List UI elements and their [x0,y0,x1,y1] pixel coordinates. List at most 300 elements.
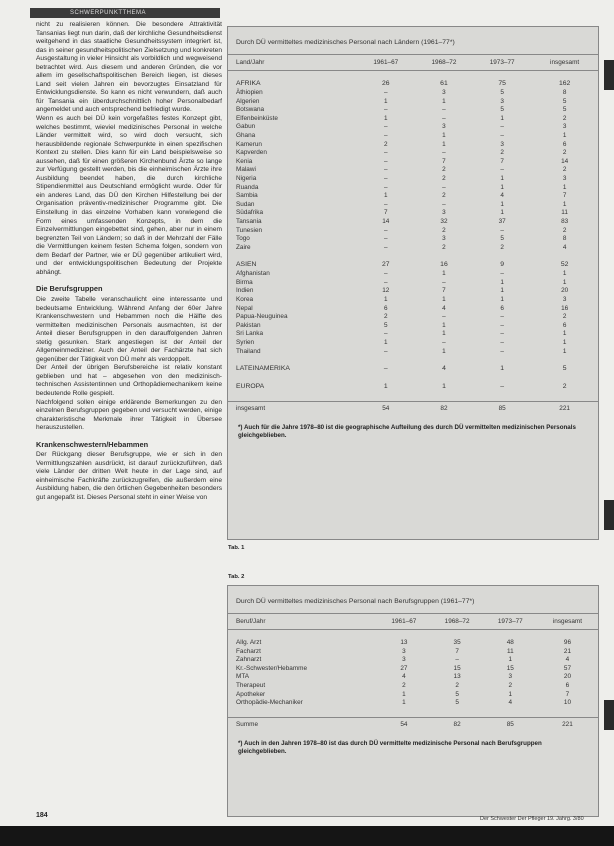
country-row [228,339,598,348]
cell-value [377,630,430,640]
body-paragraph: Nachfolgend sollen einige erklärende Bemerkungen zu den einzelnen Berufsgruppen gegeben und versucht werden, einige charakteristische Merkmale ihrer Tätigkeit in Übersee herauszustellen. [36,398,222,432]
cell-value [377,708,430,718]
cell-value [473,252,531,261]
cell-value: 5 [562,365,567,373]
section-heading: Die Berufsgruppen [36,284,103,294]
cell-value: 6 [562,321,567,329]
spacer-row [228,374,598,383]
cell-value: 3 [442,209,446,217]
cell-value: 2 [562,114,567,122]
table-countries [227,26,599,540]
cell-value: – [500,383,505,391]
cell-value: 3 [500,97,504,105]
row-label: Algerien [236,97,260,105]
country-row [228,235,598,244]
scan-edge-mark [604,500,614,530]
table-header-row [228,614,598,630]
row-label: Botswana [236,106,265,114]
row-label: Ghana [236,131,256,139]
profession-row [228,691,598,700]
cell-value: 1 [442,140,446,148]
cell-value: 15 [453,664,461,672]
row-label: Nepal [236,304,253,312]
cell-value: 52 [560,261,569,269]
country-row [228,287,598,296]
cell-value: – [500,131,504,139]
table-label: Tab. 2 [228,574,245,580]
cell-value: 15 [506,664,514,672]
cell-value: 1 [383,296,388,304]
cell-value: 5 [500,235,504,243]
cell-value: – [383,243,388,251]
row-label: Tunesien [236,226,263,234]
row-label: Kamerun [236,140,262,148]
row-label: Thailand [236,347,261,355]
row-label [228,252,357,261]
cell-value: – [383,166,388,174]
cell-value: 1 [383,192,388,200]
scan-edge-mark [604,700,614,730]
row-label: EUROPA [236,383,265,391]
cell-value: 3 [442,235,446,243]
journal-footer: Der Schwester Der Pfleger 19. Jahrg. 3/80 [480,816,584,822]
cell-value: 1 [500,287,504,295]
country-row [228,348,598,357]
cell-value [484,708,537,718]
cell-value: – [500,339,504,347]
spacer-row [228,392,598,402]
column-header: Beruf/Jahr [228,614,377,630]
cell-value: 221 [537,717,598,732]
row-label [228,374,357,383]
row-label: Gabun [236,123,256,131]
cell-value: 3 [442,89,446,96]
section-heading: Krankenschwestern/Hebammen [36,439,149,449]
region-row [228,261,598,270]
cell-value: 26 [381,80,390,88]
cell-value [531,252,598,261]
cell-value: 32 [440,217,448,225]
row-label: LATEINAMERIKA [236,365,290,373]
cell-value: 2 [442,226,446,234]
region-row [228,383,598,392]
profession-row [228,639,598,648]
cell-value: – [442,200,446,208]
country-row [228,115,598,124]
cell-value: 1 [562,278,567,286]
cell-value [415,374,473,383]
cell-value: – [500,226,504,234]
cell-value [531,392,598,402]
row-label: AFRIKA [236,80,261,88]
column-header: 1961–67 [357,55,415,71]
cell-value: 1 [442,383,446,391]
column-header: 1968–72 [415,55,473,71]
cell-value [531,356,598,365]
row-label [228,71,357,81]
cell-value [473,71,531,81]
table-professions [227,585,599,817]
country-row [228,296,598,305]
cell-value: 5 [562,106,567,114]
body-paragraph: Die zweite Tabelle veranschaulicht eine interessante und bedeutsame Entwicklung. Während Anfang der 60er Jahre Krankenschwestern und Hebammen noch die Hälfte des vermittelten medizinischen Personals ausmachten, ist der Anteil dieser Berufsgruppen in den darauffolgenden Jahren stetig gesunken. Stark angestiegen ist der Anteil der Allgemeinmediziner. Auch der Anteil der Fachärzte hat sich gegenüber der Tätigkeit von DÜ mehr als verdoppelt. [36,295,222,363]
cell-value: – [383,149,388,157]
cell-value: 27 [381,261,390,269]
cell-value: 4 [508,699,513,707]
cell-value: 6 [500,304,504,312]
country-row [228,227,598,236]
profession-row [228,682,598,691]
country-row [228,158,598,167]
country-row [228,132,598,141]
profession-row [228,699,598,708]
row-label: Ruanda [236,183,259,191]
cell-value: 1 [442,321,446,329]
cell-value: 4 [442,304,446,312]
cell-value [531,71,598,81]
country-row [228,313,598,322]
row-label: Nigeria [236,174,257,182]
row-label: Kapverden [236,149,267,157]
cell-value: 5 [500,106,504,114]
cell-value: 14 [561,157,569,165]
total-row [228,717,598,732]
cell-value: 11 [561,209,568,217]
row-label: Togo [236,235,250,243]
profession-row [228,673,598,682]
column-header: insgesamt [537,614,598,630]
country-row [228,270,598,279]
cell-value: – [500,321,504,329]
profession-row [228,656,598,665]
cell-value [430,708,483,718]
cell-value: 7 [383,209,388,217]
row-label: Kenia [236,157,253,165]
column-header: 1968–72 [430,614,483,630]
cell-value: 1 [383,97,388,105]
cell-value [357,252,415,261]
row-label: Apotheker [236,690,266,698]
row-label: Elfenbeinküste [236,114,278,122]
cell-value: 5 [455,699,459,707]
left-text-column [36,21,222,503]
cell-value: 1 [500,365,505,373]
table-caption: Durch DÜ vermitteltes medizinisches Personal nach Berufsgruppen (1961–77*) [236,598,475,605]
cell-value [537,630,598,640]
column-header: 1973–77 [484,614,537,630]
cell-value: 2 [383,140,388,148]
region-row [228,80,598,89]
table-label: Tab. 1 [228,545,245,551]
cell-value: 5 [500,89,504,96]
cell-value [473,374,531,383]
row-label: Indien [236,287,254,295]
scan-edge-mark [604,60,614,90]
cell-value: 6 [383,304,388,312]
cell-value: 1 [562,330,567,338]
column-header: 1973–77 [473,55,531,71]
cell-value: 3 [562,123,567,131]
cell-value: 4 [442,365,446,373]
cell-value: 1 [442,131,446,139]
cell-value: 1 [562,183,567,191]
cell-value: 221 [531,402,598,417]
cell-value: 1 [442,97,446,105]
row-label: Malawi [236,166,256,174]
row-label: Korea [236,296,254,304]
cell-value: 3 [442,123,446,131]
row-label: Birma [236,278,253,286]
spacer-row [228,630,598,640]
cell-value [473,392,531,402]
cell-value: 85 [473,402,531,417]
cell-value: 1 [562,339,567,347]
cell-value: 48 [506,639,514,646]
cell-value: 96 [563,639,572,646]
cell-value: 2 [402,681,406,689]
cell-value: 3 [562,296,567,304]
cell-value: – [383,235,388,243]
row-label: Pakistan [236,321,261,329]
spacer-row [228,71,598,81]
cell-value: 7 [500,157,504,165]
country-row [228,166,598,175]
cell-value: – [383,365,388,373]
cell-value: – [383,200,388,208]
cell-value: 2 [562,149,567,157]
cell-value: 1 [383,339,388,347]
cell-value: 8 [562,235,567,243]
row-label: Zaire [236,243,251,251]
country-row [228,89,598,98]
row-label: Therapeut [236,681,266,689]
country-row [228,279,598,288]
profession-row [228,665,598,674]
cell-value: 35 [453,639,461,646]
cell-value: 37 [498,217,506,225]
cell-value: – [442,339,446,347]
row-label [228,630,377,640]
cell-value: – [383,183,388,191]
cell-value: 1 [383,383,388,391]
section-header: SCHWERPUNKTTHEMA [30,8,220,18]
cell-value: 8 [562,89,567,96]
cell-value: 3 [500,140,504,148]
table-header-row [228,55,598,71]
cell-value: 7 [442,157,446,165]
row-label: Äthiopien [236,89,263,96]
cell-value: 7 [442,287,446,295]
country-row [228,98,598,107]
cell-value: 20 [563,673,572,681]
cell-value: 82 [415,402,473,417]
countries-table [228,54,598,416]
country-row [228,141,598,150]
cell-value: – [383,106,388,114]
cell-value: 9 [500,261,505,269]
row-label: ASIEN [236,261,257,269]
country-row [228,330,598,339]
cell-value: – [442,278,446,286]
cell-value: – [500,313,504,321]
cell-value: 82 [430,717,483,732]
country-row [228,192,598,201]
cell-value: 1 [402,690,406,698]
cell-value: 27 [400,664,408,672]
cell-value [484,630,537,640]
cell-value: 5 [562,97,567,105]
total-row [228,402,598,417]
cell-value [357,374,415,383]
row-label: Sri Lanka [236,330,263,338]
row-label: Allg. Arzt [236,639,262,646]
cell-value [473,356,531,365]
cell-value: 75 [498,80,506,88]
cell-value: 1 [442,347,446,355]
cell-value: 61 [440,80,448,88]
cell-value: 11 [506,647,514,655]
cell-value: – [500,166,504,174]
row-label: Zahnarzt [236,656,262,664]
cell-value: 162 [558,80,571,88]
cell-value: – [383,131,388,139]
cell-value: 1 [402,699,406,707]
cell-value: 83 [561,217,569,225]
cell-value: 16 [440,261,448,269]
cell-value: – [383,226,388,234]
cell-value: 54 [357,402,415,417]
cell-value [537,708,598,718]
cell-value: 2 [442,243,446,251]
cell-value: 1 [442,330,446,338]
cell-value: 2 [562,226,567,234]
cell-value: – [383,347,388,355]
cell-value: – [500,330,504,338]
table-footnote: *) Auch in den Jahren 1978–80 ist das durch DÜ vermittelte medizinische Personal nach Berufsgruppen gleichgeblieben. [238,739,542,755]
cell-value: – [383,174,388,182]
cell-value: 2 [442,166,446,174]
cell-value [430,630,483,640]
cell-value: 4 [402,673,406,681]
country-row [228,209,598,218]
cell-value: 20 [561,287,569,295]
cell-value: 2 [500,243,504,251]
cell-value: – [442,106,446,114]
cell-value: – [442,149,446,157]
cell-value: 13 [453,673,461,681]
spacer-row [228,708,598,718]
cell-value: – [500,123,504,131]
cell-value [415,252,473,261]
cell-value: 13 [400,639,408,646]
cell-value: 1 [500,174,504,182]
cell-value [415,392,473,402]
row-label: Sambia [236,192,258,200]
country-row [228,175,598,184]
cell-value: 1 [508,690,513,698]
body-paragraph: Der Rückgang dieser Berufsgruppe, wie er sich in den Vermittlungszahlen ausdrückt, ist darauf zurückzuführen, daß viele Länder der dritten Welt heute in der Lage sind, auf einheimische Fachkräfte zurückzugreifen, die außerdem eine Ausbildung haben, die den örtlichen Gegebenheiten besonders gut angepaßt ist. Dieses Personal steht in einer Weise von [36,451,222,501]
cell-value: 2 [442,174,446,182]
cell-value: 1 [383,114,388,122]
row-label: Kr.-Schwester/Hebamme [236,664,308,672]
cell-value: 21 [563,647,572,655]
cell-value: 4 [562,243,567,251]
row-label: MTA [236,673,250,681]
cell-value: 1 [500,209,504,217]
cell-value: – [455,656,459,664]
cell-value: – [383,270,388,278]
cell-value [357,392,415,402]
profession-row [228,648,598,657]
cell-value: 3 [402,656,406,664]
cell-value: 2 [455,681,459,689]
cell-value: – [500,347,504,355]
cell-value: 1 [500,200,504,208]
row-label: Orthopädie-Mechaniker [236,699,303,707]
row-label: Summe [228,717,377,732]
cell-value: 3 [562,174,567,182]
column-header: 1961–67 [377,614,430,630]
cell-value: 4 [565,656,570,664]
cell-value: 57 [563,664,572,672]
professions-table [228,613,598,732]
cell-value: 1 [500,114,504,122]
row-label [228,708,377,718]
cell-value [357,71,415,81]
body-paragraph: Der Anteil der übrigen Berufsbereiche ist relativ konstant geblieben und hat – abgesehen von den medizinisch-technischen Assistentinnen und Orthopädiemechanikern keine bedeutende Rolle gespielt. [36,364,222,397]
cell-value: 1 [562,270,567,278]
cell-value: 85 [484,717,537,732]
cell-value: 2 [500,149,504,157]
cell-value: – [442,313,446,321]
country-row [228,201,598,210]
row-label: Sudan [236,200,255,208]
cell-value: 10 [563,699,572,707]
country-row [228,218,598,227]
cell-value: 2 [383,313,388,321]
cell-value: 54 [377,717,430,732]
cell-value: 5 [383,321,388,329]
spacer-row [228,252,598,261]
cell-value: 1 [562,347,567,355]
cell-value: – [383,123,388,131]
cell-value: 7 [562,192,567,200]
country-row [228,184,598,193]
column-header: insgesamt [531,55,598,71]
row-label: Südafrika [236,209,263,217]
cell-value: 7 [565,690,570,698]
cell-value: – [442,114,446,122]
scan-border [0,826,614,846]
cell-value [357,356,415,365]
body-paragraph: Wenn es auch bei DÜ kein vorgefaßtes festes Konzept gibt, welches bestimmt, wieviel medizinisches Personal in welche Länder vermittelt wird, so wird doch versucht, sich herausbildende regionale Schwerpunkte in einen spezifischen Kontext zu stellen. Dies kann für ein Land beispielsweise so aussehen, daß für einen größeren Kirchenbund Ärzte so lange zur Verfügung gestellt werden, bis die einheimischen Ärzte ihre Ausbildung beendet haben, die durch kirchliche Stipendienmittel aus Deutschland ermöglicht wurde. Oder für ein anderes Land, das DÜ den Kirchen Hilfestellung bei der Organisation präventiv-medizinischer Programme gibt. Die Einstellung in das einzelne Vorhaben kann vorwiegend die Form eines umfassenden Konzepts, in dem die Einzelvermittlungen eingebettet sind, gehen, aber nur in einem begrenzten Teil von Ländern; so daß in der Mehrzahl der Fälle die Vermittlungen keinem festen Schema folgen, sondern von dem Bedarf der Partner, wie er DÜ gegenüber artikuliert wird, und der entwicklungspolitischen Bedeutung der Projekte abhängt. [36,115,222,276]
spacer-row [228,356,598,365]
cell-value: 1 [500,183,504,191]
cell-value: – [383,157,388,165]
cell-value: 5 [455,690,459,698]
row-label: Syrien [236,339,255,347]
cell-value: 2 [508,681,513,689]
cell-value [531,374,598,383]
column-header: Land/Jahr [228,55,357,71]
cell-value: 14 [382,217,390,225]
country-row [228,305,598,314]
cell-value: 1 [508,656,513,664]
cell-value: 1 [442,270,446,278]
row-label [228,392,357,402]
cell-value: 7 [455,647,459,655]
cell-value: 1 [562,200,567,208]
